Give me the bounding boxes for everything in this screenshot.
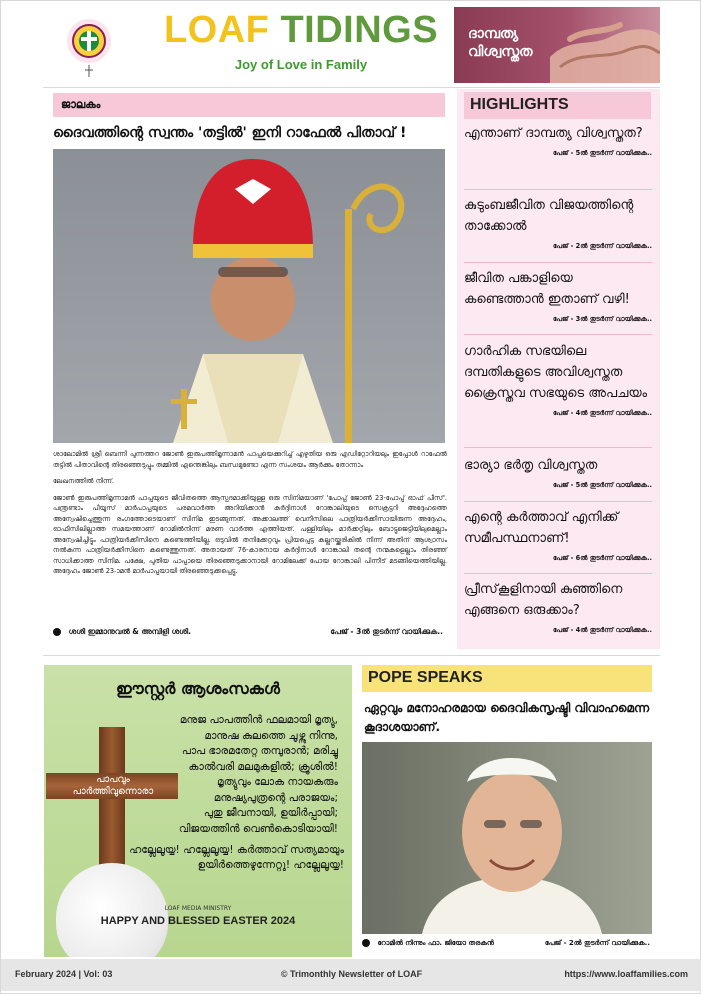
section-divider — [43, 655, 660, 656]
easter-wish: HAPPY AND BLESSED EASTER 2024 — [100, 915, 296, 927]
author-name: ശശി ഇമ്മാനുവൽ & അമ്പിളി ശശി. — [68, 627, 191, 636]
highlight-item[interactable] — [464, 123, 652, 158]
easter-verse — [98, 713, 338, 837]
highlight-title[interactable]: ഭാര്യാ ഭർതൃ വിശ്വസ്തത — [464, 458, 598, 473]
verse-line: കാൽവരി മലമുകളിൽ; ക്രൂശിൽ! — [188, 760, 338, 773]
feature-byline — [53, 627, 447, 637]
tagline: Joy of Love in Family — [234, 57, 368, 72]
highlight-divider — [464, 501, 652, 502]
highlight-title[interactable]: ഗാർഹിക സഭയിലെ ദമ്പതികളുടെ അവിശ്വസ്തത ക്രൈസ്തവ സഭയുടെ അപചയം — [464, 344, 648, 401]
highlight-title[interactable]: പ്രീസ്‌കൂളിനായി കുഞ്ഞിനെ എങ്ങനെ ഒരുക്കാം? — [464, 582, 623, 618]
footer — [1, 959, 701, 991]
verse-line: മനുഷ്യപുത്രന്റെ പരാജയം; — [213, 791, 338, 804]
verse-line: മൃത്യുവും ലോക നായകരും — [217, 776, 338, 788]
highlight-item[interactable] — [464, 507, 652, 563]
highlight-item[interactable] — [464, 455, 652, 490]
newsletter-title — [151, 9, 451, 51]
verse-line: പാപ ഭാരമതേറ്റ തമ്പുരാൻ; മരിച്ചു — [181, 745, 338, 757]
bullet-icon — [362, 939, 370, 947]
alleluia-line: ഹല്ലേലൂയ്യ! ഹല്ലേലൂയ്യ! കർത്താവ് സത്യമായും — [129, 844, 344, 856]
easter-title: ഈസ്റ്റർ ആശംസകൾ — [116, 679, 280, 698]
highlight-item[interactable] — [464, 268, 652, 324]
ministry-label: LOAF MEDIA MINISTRY — [164, 905, 232, 912]
header-divider — [43, 87, 660, 88]
banner-text — [468, 25, 533, 61]
highlight-item[interactable] — [464, 195, 652, 251]
highlight-title[interactable]: എന്റെ കർത്താവ് എനിക്ക് സമീപസ്ഥനാണ്! — [464, 510, 619, 546]
highlight-page-ref[interactable]: പേജ് - 3ൽ തുടർന്ന് വായിക്കുക.. — [553, 315, 652, 323]
highlight-page-ref[interactable]: പേജ് - 4ൽ തുടർന്ന് വായിക്കുക.. — [553, 626, 652, 634]
verse-line: മനുജ പാപത്തിൻ ഫലമായി മൃത്യു, — [179, 714, 338, 726]
continued-link[interactable]: പേജ് - 3ൽ തുടർന്ന് വായിക്കുക.. — [330, 627, 443, 636]
pope-headline[interactable]: ഏറ്റവും മനോഹരമായ ദൈവികസൃഷ്ടി വിവാഹമെന്ന കൂദാശയാണ്. — [364, 701, 650, 734]
highlight-page-ref[interactable]: പേജ് - 2ൽ തുടർന്ന് വായിക്കുക.. — [553, 242, 652, 250]
feature-paragraph: ലേഖനത്തിൽ നിന്ന്. — [53, 477, 115, 485]
feature-headline[interactable]: ദൈവത്തിന്റെ സ്വന്തം 'തട്ടിൽ' ഇനി റാഫേൽ പിതാവ് ! — [53, 125, 407, 141]
feature-body — [53, 449, 447, 583]
section-label-jalakam: ജാലകം — [53, 93, 445, 117]
feature-paragraph: ശാലോമിൽ ശ്രീ ബെന്നി പുന്നത്തറ ജോൺ ഇരുപത്തിമൂന്നാമൻ പാപ്പയെക്കുറിച്ച് എഴുതിയ ഒരു എഡിറ്റോറിയലും ഇപ്പോൾ റാഫേൽ തട്ടിൽ പിതാവിന്റെ തിരഞ്ഞെടുപ്പും തമ്മിൽ എന്തെങ്കിലും ബന്ധമുണ്ടോ എന്ന സംശയം ആർക്കും തോന്നാം — [53, 450, 447, 469]
highlight-page-ref[interactable]: പേജ് - 5ൽ തുടർന്ന് വായിക്കുക.. — [553, 149, 652, 157]
highlight-page-ref[interactable]: പേജ് - 6ൽ തുടർന്ന് വായിക്കുക.. — [553, 554, 652, 562]
highlight-page-ref[interactable]: പേജ് - 4ൽ തുടർന്ന് വായിക്കുക.. — [553, 409, 652, 417]
section-label-pope-speaks: POPE SPEAKS — [362, 665, 652, 692]
banner-line-1: ദാമ്പത്യ — [468, 26, 519, 42]
loaf-logo-icon — [65, 13, 113, 79]
highlight-divider — [464, 447, 652, 448]
easter-greeting-poster — [44, 665, 352, 957]
verse-line: പുതു ജീവനായി, ഉയിർപ്പായി; — [203, 807, 338, 819]
highlight-item[interactable] — [464, 341, 652, 418]
title-loaf: LOAF — [163, 9, 270, 51]
title-tidings: TIDINGS — [280, 9, 439, 51]
bishop-illustration — [53, 149, 445, 443]
cross-text-line: പാപവും — [96, 774, 130, 785]
highlight-item[interactable] — [464, 579, 652, 635]
cross-text-line: പാർത്തിവുന്നൊരാ — [72, 786, 154, 797]
alleluia-line: ഉയിർത്തെഴുന്നേറ്റു! ഹല്ലേലൂയ്യ! — [197, 859, 344, 871]
header-banner — [454, 7, 660, 83]
highlight-title[interactable]: എന്താണ് ദാമ്പത്യ വിശ്വസ്തത? — [464, 126, 643, 141]
highlight-divider — [464, 334, 652, 335]
pope-illustration — [362, 742, 652, 934]
highlights-heading: HIGHLIGHTS — [464, 92, 651, 119]
masthead — [151, 9, 451, 72]
highlight-divider — [464, 262, 652, 263]
pope-byline — [362, 939, 652, 948]
banner-line-2: വിശ്വസ്തത — [468, 44, 533, 60]
website-link[interactable]: https://www.loaffamilies.com — [564, 969, 688, 979]
feature-paragraph: ജോൺ ഇരുപത്തിമൂന്നാമൻ പാപ്പയുടെ ജീവിതത്തെ ആസ്പദമാക്കിയുള്ള ഒരു സിനിമയാണ് 'പോപ്പ് ജോൺ 23-പോപ്പ് ഓഫ് പീസ്'. പന്ത്രണ്ടാം പീയൂസ് മാർപാപ്പയുടെ പരമവാർത്ത അറിയിക്കാൻ കർദ്ദിനാൾ റോങ്കാലിയുടെ സെക്രട്ടറി അദ്ദേഹത്തെ അന്വേഷിച്ചെത്തുന്ന രംഗത്തോടെയാണ് സിനിമ ഇടങ്ങുന്നത്. അക്കാലത്ത് വെനീസിലെ പാത്രിയർക്കീസായിരുന്ന അദ്ദേഹം, ഓഫീസിലില്ലാത്ത സമയത്താണ് റോമിൽനിന്ന് മരണ വാർത്ത എത്തിയത്. പള്ളിയിലും മാർക്കറ്റിലും ബോട്ടുജെട്ടിയിലുമെല്ലാം അന്വേഷിച്ചിട്ടും പാത്രിയർക്കീസിനെ കണ്ടെത്തിയില്ല. ഒടുവിൽ തനിക്കേറ്റവും പ്രിയപ്പെട്ട കല്ലറയ്ക്കരികിൽ നിന്ന് അതിന് ആശ്വാസം നൽകുന്ന പാത്രിയർക്കീസിനെ കണ്ടെത്തുന്നത്. അതായത് 76-കാരനായ കർദ്ദിനാൾ റോങ്കാലി തന്റെ നന്മകളെല്ലാം തിരഞ്ഞ് സാധിക്കാത്ത സിനിമ. പക്ഷേ, പുതിയ പാപ്പായെ തിരഞ്ഞെടുക്കാനായി റോമിലേക്ക് പോയ റോങ്കാലി പിന്നീട് മടങ്ങിയെത്തിയില്ല. അദ്ദേഹം ജോൺ 23-ാമൻ മാർപാപ്പയായി തിരഞ്ഞെടുക്കപ്പെട്ടു. — [53, 493, 447, 575]
bishop-photo — [53, 149, 445, 443]
bullet-icon — [53, 628, 61, 636]
author-name: റോമിൽ നിന്നും ഫാ. ജിയോ തരകൻ — [377, 939, 494, 947]
highlight-page-ref[interactable]: പേജ് - 5ൽ തുടർന്ന് വായിക്കുക.. — [553, 481, 652, 489]
verse-line: മാനുഷ കുലത്തെ ചൂഴ്ന്നു നിന്നു, — [204, 729, 338, 742]
continued-link[interactable]: പേജ് - 2ൽ തുടർന്ന് വായിക്കുക.. — [544, 939, 650, 947]
copyright: © Trimonthly Newsletter of LOAF — [280, 969, 423, 979]
holding-hands-image — [550, 7, 660, 83]
highlight-divider — [464, 189, 652, 190]
alleluia-text — [54, 843, 344, 873]
highlight-divider — [464, 573, 652, 574]
highlight-title[interactable]: ജീവിത പങ്കാളിയെ കണ്ടെത്താൻ ഇതാണ് വഴി! — [464, 271, 630, 307]
pope-photo — [362, 742, 652, 934]
highlight-title[interactable]: കുടുംബജീവിത വിജയത്തിന്റെ താക്കോൽ — [464, 198, 634, 234]
verse-line: വിജയത്തിൻ വെൺകൊടിയായി! — [178, 822, 338, 835]
issue-info: February 2024 | Vol: 03 — [15, 969, 113, 979]
